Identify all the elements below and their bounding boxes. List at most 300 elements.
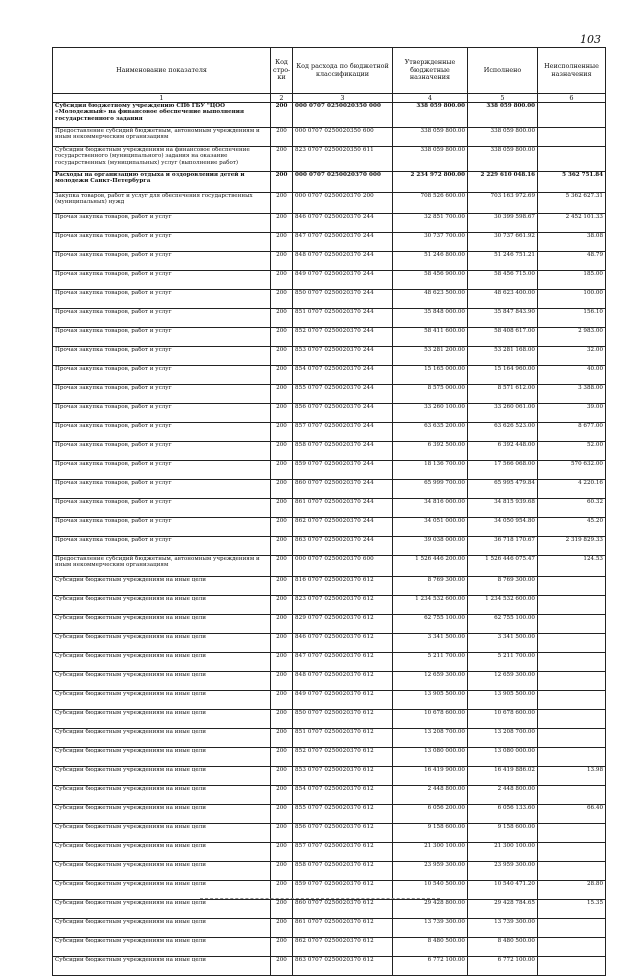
row-unexecuted: 15.35 xyxy=(538,900,606,919)
row-line-code: 200 xyxy=(271,919,293,938)
table-row xyxy=(53,103,606,128)
row-approved: 29 428 800.00 xyxy=(393,900,468,919)
row-budget-code: 860 0707 0250020370 612 xyxy=(293,900,393,919)
row-approved: 13 080 000.00 xyxy=(393,748,468,767)
row-executed: 17 566 068.00 xyxy=(468,461,538,480)
row-name: Субсидии бюджетным учреждениям на иные цели xyxy=(53,786,271,805)
row-approved: 51 246 800.00 xyxy=(393,252,468,271)
row-name: Субсидии бюджетным учреждениям на иные цели xyxy=(53,748,271,767)
row-name: Предоставление субсидий бюджетным, автономным учреждениям и иным некоммерческим организациям xyxy=(53,128,271,147)
page-number: 103 xyxy=(580,33,601,46)
row-name: Прочая закупка товаров, работ и услуг xyxy=(53,499,271,518)
row-unexecuted xyxy=(538,672,606,691)
row-unexecuted: 40.00 xyxy=(538,366,606,385)
row-line-code: 200 xyxy=(271,748,293,767)
table-row xyxy=(53,423,606,442)
row-executed: 58 408 617.00 xyxy=(468,328,538,347)
row-executed: 58 456 715.00 xyxy=(468,271,538,290)
row-unexecuted xyxy=(538,786,606,805)
row-approved: 1 234 532 600.00 xyxy=(393,596,468,615)
row-unexecuted: 185.00 xyxy=(538,271,606,290)
row-approved: 16 419 900.00 xyxy=(393,767,468,786)
row-unexecuted xyxy=(538,957,606,976)
row-budget-code: 856 0707 0250020370 612 xyxy=(293,824,393,843)
row-name: Прочая закупка товаров, работ и услуг xyxy=(53,252,271,271)
row-unexecuted xyxy=(538,824,606,843)
table-row xyxy=(53,634,606,653)
row-budget-code: 855 0707 0250020370 612 xyxy=(293,805,393,824)
row-name: Субсидия бюджетному учреждению СПб ГБУ "ЦОО «Молодежный» на финансовое обеспечение выполнения государственного задания xyxy=(53,103,271,128)
row-unexecuted: 28.80 xyxy=(538,881,606,900)
row-unexecuted xyxy=(538,938,606,957)
row-approved: 34 816 000.00 xyxy=(393,499,468,518)
row-executed: 16 419 886.02 xyxy=(468,767,538,786)
row-line-code: 200 xyxy=(271,596,293,615)
row-budget-code: 846 0707 0250020370 612 xyxy=(293,634,393,653)
row-executed: 8 480 500.00 xyxy=(468,938,538,957)
row-approved: 32 851 700.00 xyxy=(393,214,468,233)
row-name: Прочая закупка товаров, работ и услуг xyxy=(53,271,271,290)
table-row xyxy=(53,881,606,900)
row-name: Субсидии бюджетным учреждениям на иные цели xyxy=(53,862,271,881)
row-line-code: 200 xyxy=(271,193,293,214)
row-unexecuted xyxy=(538,862,606,881)
row-budget-code: 847 0707 0250020370 244 xyxy=(293,233,393,252)
column-number: 6 xyxy=(538,94,606,103)
row-unexecuted xyxy=(538,729,606,748)
row-executed: 30 737 661.92 xyxy=(468,233,538,252)
row-line-code: 200 xyxy=(271,366,293,385)
row-unexecuted: 38.08 xyxy=(538,233,606,252)
column-number: 4 xyxy=(393,94,468,103)
row-approved: 338 059 800.00 xyxy=(393,128,468,147)
row-name: Субсидии бюджетным учреждениям на иные цели xyxy=(53,881,271,900)
row-unexecuted xyxy=(538,615,606,634)
row-executed: 34 050 954.80 xyxy=(468,518,538,537)
row-line-code: 200 xyxy=(271,172,293,193)
row-executed: 65 995 479.84 xyxy=(468,480,538,499)
table-row xyxy=(53,328,606,347)
row-unexecuted xyxy=(538,596,606,615)
row-name: Субсидии бюджетным учреждениям на иные цели xyxy=(53,615,271,634)
row-executed: 338 059 800.00 xyxy=(468,147,538,172)
column-numbers-row xyxy=(53,94,606,103)
row-name: Субсидии бюджетным учреждениям на иные цели xyxy=(53,577,271,596)
row-line-code: 200 xyxy=(271,653,293,672)
row-budget-code: 858 0707 0250020370 244 xyxy=(293,442,393,461)
table-row xyxy=(53,767,606,786)
row-executed: 10 540 471.20 xyxy=(468,881,538,900)
row-name: Прочая закупка товаров, работ и услуг xyxy=(53,423,271,442)
table-row xyxy=(53,442,606,461)
row-executed: 48 623 400.00 xyxy=(468,290,538,309)
table-row xyxy=(53,596,606,615)
header-budget-code: Код расхода по бюджетной классификации xyxy=(293,48,393,94)
row-executed: 13 080 000.00 xyxy=(468,748,538,767)
row-executed: 13 739 300.00 xyxy=(468,919,538,938)
row-approved: 6 392 500.00 xyxy=(393,442,468,461)
row-budget-code: 862 0707 0250020370 244 xyxy=(293,518,393,537)
row-approved: 3 341 500.00 xyxy=(393,634,468,653)
row-approved: 13 905 500.00 xyxy=(393,691,468,710)
row-approved: 34 051 000.00 xyxy=(393,518,468,537)
row-executed: 8 571 612.00 xyxy=(468,385,538,404)
row-executed: 6 392 448.00 xyxy=(468,442,538,461)
row-line-code: 200 xyxy=(271,252,293,271)
row-line-code: 200 xyxy=(271,957,293,976)
row-executed: 6 772 100.00 xyxy=(468,957,538,976)
row-name: Закупка товаров, работ и услуг для обеспечения государственных (муниципальных) нужд xyxy=(53,193,271,214)
row-line-code: 200 xyxy=(271,672,293,691)
row-unexecuted xyxy=(538,691,606,710)
row-unexecuted xyxy=(538,103,606,128)
row-executed: 13 208 700.00 xyxy=(468,729,538,748)
table-row xyxy=(53,172,606,193)
table-row xyxy=(53,461,606,480)
row-line-code: 200 xyxy=(271,710,293,729)
row-executed: 33 260 061.00 xyxy=(468,404,538,423)
row-executed: 2 448 800.00 xyxy=(468,786,538,805)
row-name: Субсидии бюджетным учреждениям на иные цели xyxy=(53,596,271,615)
table-row xyxy=(53,957,606,976)
row-name: Прочая закупка товаров, работ и услуг xyxy=(53,385,271,404)
row-approved: 30 737 700.00 xyxy=(393,233,468,252)
row-executed: 6 056 133.60 xyxy=(468,805,538,824)
row-unexecuted: 2 983.00 xyxy=(538,328,606,347)
table-row xyxy=(53,824,606,843)
table-row xyxy=(53,347,606,366)
table-row xyxy=(53,653,606,672)
row-line-code: 200 xyxy=(271,881,293,900)
row-budget-code: 823 0707 0250020350 611 xyxy=(293,147,393,172)
row-line-code: 200 xyxy=(271,214,293,233)
column-number: 1 xyxy=(53,94,271,103)
row-budget-code: 855 0707 0250020370 244 xyxy=(293,385,393,404)
row-line-code: 200 xyxy=(271,577,293,596)
row-executed: 53 281 168.00 xyxy=(468,347,538,366)
row-approved: 62 755 100.00 xyxy=(393,615,468,634)
row-name: Субсидии бюджетным учреждениям на иные цели xyxy=(53,938,271,957)
row-budget-code: 863 0707 0250020370 244 xyxy=(293,537,393,556)
table-row xyxy=(53,556,606,577)
row-unexecuted: 3 388.00 xyxy=(538,385,606,404)
table-row xyxy=(53,843,606,862)
row-line-code: 200 xyxy=(271,442,293,461)
table-row xyxy=(53,309,606,328)
row-unexecuted: 2 452 101.33 xyxy=(538,214,606,233)
table-row xyxy=(53,786,606,805)
table-row xyxy=(53,385,606,404)
row-executed: 3 341 500.00 xyxy=(468,634,538,653)
row-approved: 23 959 300.00 xyxy=(393,862,468,881)
row-budget-code: 859 0707 0250020370 612 xyxy=(293,881,393,900)
row-budget-code: 849 0707 0250020370 244 xyxy=(293,271,393,290)
row-budget-code: 851 0707 0250020370 244 xyxy=(293,309,393,328)
budget-execution-table xyxy=(52,47,606,976)
row-budget-code: 847 0707 0250020370 612 xyxy=(293,653,393,672)
row-executed: 10 678 600.00 xyxy=(468,710,538,729)
row-name: Субсидии бюджетным учреждениям на иные цели xyxy=(53,653,271,672)
row-unexecuted: 570 632.00 xyxy=(538,461,606,480)
table-row xyxy=(53,233,606,252)
table-row xyxy=(53,404,606,423)
row-unexecuted: 124.53 xyxy=(538,556,606,577)
row-approved: 2 234 972 800.00 xyxy=(393,172,468,193)
table-row xyxy=(53,577,606,596)
row-approved: 708 526 600.00 xyxy=(393,193,468,214)
table-row xyxy=(53,366,606,385)
row-approved: 39 038 000.00 xyxy=(393,537,468,556)
row-unexecuted: 156.10 xyxy=(538,309,606,328)
row-line-code: 200 xyxy=(271,128,293,147)
row-approved: 2 448 800.00 xyxy=(393,786,468,805)
row-name: Прочая закупка товаров, работ и услуг xyxy=(53,309,271,328)
row-name: Прочая закупка товаров, работ и услуг xyxy=(53,480,271,499)
row-budget-code: 851 0707 0250020370 612 xyxy=(293,729,393,748)
row-name: Субсидии бюджетным учреждениям на иные цели xyxy=(53,900,271,919)
row-budget-code: 816 0707 0250020370 612 xyxy=(293,577,393,596)
row-budget-code: 848 0707 0250020370 612 xyxy=(293,672,393,691)
row-approved: 33 260 100.00 xyxy=(393,404,468,423)
row-budget-code: 861 0707 0250020370 612 xyxy=(293,919,393,938)
row-name: Прочая закупка товаров, работ и услуг xyxy=(53,461,271,480)
row-budget-code: 823 0707 0250020370 612 xyxy=(293,596,393,615)
row-budget-code: 861 0707 0250020370 244 xyxy=(293,499,393,518)
row-name: Прочая закупка товаров, работ и услуг xyxy=(53,290,271,309)
row-unexecuted xyxy=(538,919,606,938)
table-row xyxy=(53,480,606,499)
table-row xyxy=(53,499,606,518)
row-name: Субсидии бюджетным учреждениям на иные цели xyxy=(53,805,271,824)
row-approved: 12 659 300.00 xyxy=(393,672,468,691)
row-executed: 21 300 100.00 xyxy=(468,843,538,862)
row-budget-code: 858 0707 0250020370 612 xyxy=(293,862,393,881)
table-row xyxy=(53,518,606,537)
row-line-code: 200 xyxy=(271,233,293,252)
row-unexecuted: 13.98 xyxy=(538,767,606,786)
row-line-code: 200 xyxy=(271,862,293,881)
row-budget-code: 849 0707 0250020370 612 xyxy=(293,691,393,710)
table-row xyxy=(53,729,606,748)
row-name: Субсидии бюджетным учреждениям на иные цели xyxy=(53,729,271,748)
row-name: Прочая закупка товаров, работ и услуг xyxy=(53,404,271,423)
table-row xyxy=(53,900,606,919)
row-unexecuted: 39.00 xyxy=(538,404,606,423)
table-row xyxy=(53,252,606,271)
row-line-code: 200 xyxy=(271,385,293,404)
row-line-code: 200 xyxy=(271,309,293,328)
row-line-code: 200 xyxy=(271,499,293,518)
row-line-code: 200 xyxy=(271,691,293,710)
row-unexecuted xyxy=(538,748,606,767)
row-approved: 10 678 600.00 xyxy=(393,710,468,729)
table-row xyxy=(53,128,606,147)
row-line-code: 200 xyxy=(271,767,293,786)
row-budget-code: 000 0707 0250020370 200 xyxy=(293,193,393,214)
row-approved: 58 456 900.00 xyxy=(393,271,468,290)
row-approved: 65 999 700.00 xyxy=(393,480,468,499)
row-unexecuted: 5 362 751.84 xyxy=(538,172,606,193)
column-number: 5 xyxy=(468,94,538,103)
row-unexecuted: 66.40 xyxy=(538,805,606,824)
row-unexecuted xyxy=(538,710,606,729)
header-approved: Утвержденные бюджетные назначения xyxy=(393,48,468,94)
row-name: Субсидии бюджетным учреждениям на иные цели xyxy=(53,824,271,843)
row-name: Субсидии бюджетным учреждениям на финансовое обеспечение государственного (муниципального) задания на оказание государственных (муниципальных) услуг (выполнение работ) xyxy=(53,147,271,172)
row-name: Субсидии бюджетным учреждениям на иные цели xyxy=(53,919,271,938)
row-executed: 338 059 800.00 xyxy=(468,103,538,128)
row-approved: 18 136 700.00 xyxy=(393,461,468,480)
row-line-code: 200 xyxy=(271,634,293,653)
row-name: Субсидии бюджетным учреждениям на иные цели xyxy=(53,691,271,710)
table-row xyxy=(53,691,606,710)
row-name: Прочая закупка товаров, работ и услуг xyxy=(53,347,271,366)
row-line-code: 200 xyxy=(271,615,293,634)
row-unexecuted xyxy=(538,128,606,147)
row-approved: 48 623 500.00 xyxy=(393,290,468,309)
row-approved: 35 848 000.00 xyxy=(393,309,468,328)
row-line-code: 200 xyxy=(271,900,293,919)
row-budget-code: 856 0707 0250020370 244 xyxy=(293,404,393,423)
row-budget-code: 854 0707 0250020370 244 xyxy=(293,366,393,385)
row-executed: 15 164 960.00 xyxy=(468,366,538,385)
row-executed: 30 399 598.67 xyxy=(468,214,538,233)
row-budget-code: 000 0707 0250020370 600 xyxy=(293,556,393,577)
row-budget-code: 000 0707 0250020350 000 xyxy=(293,103,393,128)
table-row xyxy=(53,193,606,214)
row-executed: 35 847 843.90 xyxy=(468,309,538,328)
row-name: Расходы на организацию отдыха и оздоровления детей и молодежи Санкт-Петербурга xyxy=(53,172,271,193)
row-budget-code: 852 0707 0250020370 244 xyxy=(293,328,393,347)
row-name: Прочая закупка товаров, работ и услуг xyxy=(53,214,271,233)
row-name: Предоставление субсидий бюджетным, автономным учреждениям и иным некоммерческим организациям xyxy=(53,556,271,577)
header-line-code: Код стро-ки xyxy=(271,48,293,94)
row-unexecuted: 8 677.00 xyxy=(538,423,606,442)
row-name: Субсидии бюджетным учреждениям на иные цели xyxy=(53,767,271,786)
row-budget-code: 853 0707 0250020370 612 xyxy=(293,767,393,786)
table-row xyxy=(53,615,606,634)
row-approved: 13 208 700.00 xyxy=(393,729,468,748)
table-row xyxy=(53,214,606,233)
page-footer-divider xyxy=(200,898,440,901)
row-budget-code: 857 0707 0250020370 612 xyxy=(293,843,393,862)
row-line-code: 200 xyxy=(271,938,293,957)
row-line-code: 200 xyxy=(271,347,293,366)
row-approved: 9 158 600.00 xyxy=(393,824,468,843)
row-line-code: 200 xyxy=(271,518,293,537)
row-unexecuted xyxy=(538,634,606,653)
table-row xyxy=(53,290,606,309)
row-line-code: 200 xyxy=(271,147,293,172)
row-executed: 34 815 939.68 xyxy=(468,499,538,518)
row-unexecuted: 48.79 xyxy=(538,252,606,271)
table-row xyxy=(53,710,606,729)
row-budget-code: 862 0707 0250020370 612 xyxy=(293,938,393,957)
row-approved: 63 635 200.00 xyxy=(393,423,468,442)
row-executed: 8 769 300.00 xyxy=(468,577,538,596)
row-executed: 5 211 700.00 xyxy=(468,653,538,672)
row-executed: 29 428 784.65 xyxy=(468,900,538,919)
header-unexecuted: Неисполненные назначения xyxy=(538,48,606,94)
row-name: Субсидии бюджетным учреждениям на иные цели xyxy=(53,634,271,653)
row-line-code: 200 xyxy=(271,404,293,423)
row-executed: 36 718 170.67 xyxy=(468,537,538,556)
row-executed: 703 163 972.69 xyxy=(468,193,538,214)
row-line-code: 200 xyxy=(271,423,293,442)
row-budget-code: 852 0707 0250020370 612 xyxy=(293,748,393,767)
row-line-code: 200 xyxy=(271,824,293,843)
row-line-code: 200 xyxy=(271,103,293,128)
row-approved: 13 739 300.00 xyxy=(393,919,468,938)
row-approved: 15 165 000.00 xyxy=(393,366,468,385)
row-line-code: 200 xyxy=(271,461,293,480)
row-executed: 1 234 532 600.00 xyxy=(468,596,538,615)
row-approved: 5 211 700.00 xyxy=(393,653,468,672)
table-row xyxy=(53,672,606,691)
header-name: Наименование показателя xyxy=(53,48,271,94)
row-unexecuted xyxy=(538,843,606,862)
row-executed: 9 158 600.00 xyxy=(468,824,538,843)
row-approved: 1 526 446 200.00 xyxy=(393,556,468,577)
row-budget-code: 859 0707 0250020370 244 xyxy=(293,461,393,480)
row-budget-code: 857 0707 0250020370 244 xyxy=(293,423,393,442)
row-line-code: 200 xyxy=(271,480,293,499)
table-row xyxy=(53,862,606,881)
row-name: Прочая закупка товаров, работ и услуг xyxy=(53,518,271,537)
row-executed: 23 959 300.00 xyxy=(468,862,538,881)
row-approved: 10 540 500.00 xyxy=(393,881,468,900)
row-name: Субсидии бюджетным учреждениям на иные цели xyxy=(53,672,271,691)
column-number: 2 xyxy=(271,94,293,103)
row-unexecuted: 32.00 xyxy=(538,347,606,366)
row-executed: 62 755 100.00 xyxy=(468,615,538,634)
row-line-code: 200 xyxy=(271,556,293,577)
table-row xyxy=(53,271,606,290)
row-unexecuted: 45.20 xyxy=(538,518,606,537)
row-unexecuted: 5 362 627.31 xyxy=(538,193,606,214)
row-budget-code: 000 0707 0250020350 600 xyxy=(293,128,393,147)
row-budget-code: 850 0707 0250020370 244 xyxy=(293,290,393,309)
row-line-code: 200 xyxy=(271,537,293,556)
row-approved: 6 056 200.00 xyxy=(393,805,468,824)
row-executed: 63 626 523.00 xyxy=(468,423,538,442)
header-executed: Исполнено xyxy=(468,48,538,94)
row-approved: 338 059 800.00 xyxy=(393,147,468,172)
row-line-code: 200 xyxy=(271,786,293,805)
table-row xyxy=(53,537,606,556)
row-approved: 338 059 800.00 xyxy=(393,103,468,128)
row-name: Прочая закупка товаров, работ и услуг xyxy=(53,328,271,347)
row-name: Субсидии бюджетным учреждениям на иные цели xyxy=(53,957,271,976)
row-budget-code: 846 0707 0250020370 244 xyxy=(293,214,393,233)
row-line-code: 200 xyxy=(271,328,293,347)
row-approved: 58 411 600.00 xyxy=(393,328,468,347)
row-line-code: 200 xyxy=(271,805,293,824)
row-budget-code: 860 0707 0250020370 244 xyxy=(293,480,393,499)
table-row xyxy=(53,748,606,767)
row-budget-code: 854 0707 0250020370 612 xyxy=(293,786,393,805)
row-approved: 6 772 100.00 xyxy=(393,957,468,976)
row-approved: 8 575 000.00 xyxy=(393,385,468,404)
column-number: 3 xyxy=(293,94,393,103)
row-budget-code: 829 0707 0250020370 612 xyxy=(293,615,393,634)
row-name: Субсидии бюджетным учреждениям на иные цели xyxy=(53,710,271,729)
row-executed: 12 659 300.00 xyxy=(468,672,538,691)
row-line-code: 200 xyxy=(271,271,293,290)
row-line-code: 200 xyxy=(271,290,293,309)
row-unexecuted: 2 319 829.33 xyxy=(538,537,606,556)
row-executed: 51 246 751.21 xyxy=(468,252,538,271)
